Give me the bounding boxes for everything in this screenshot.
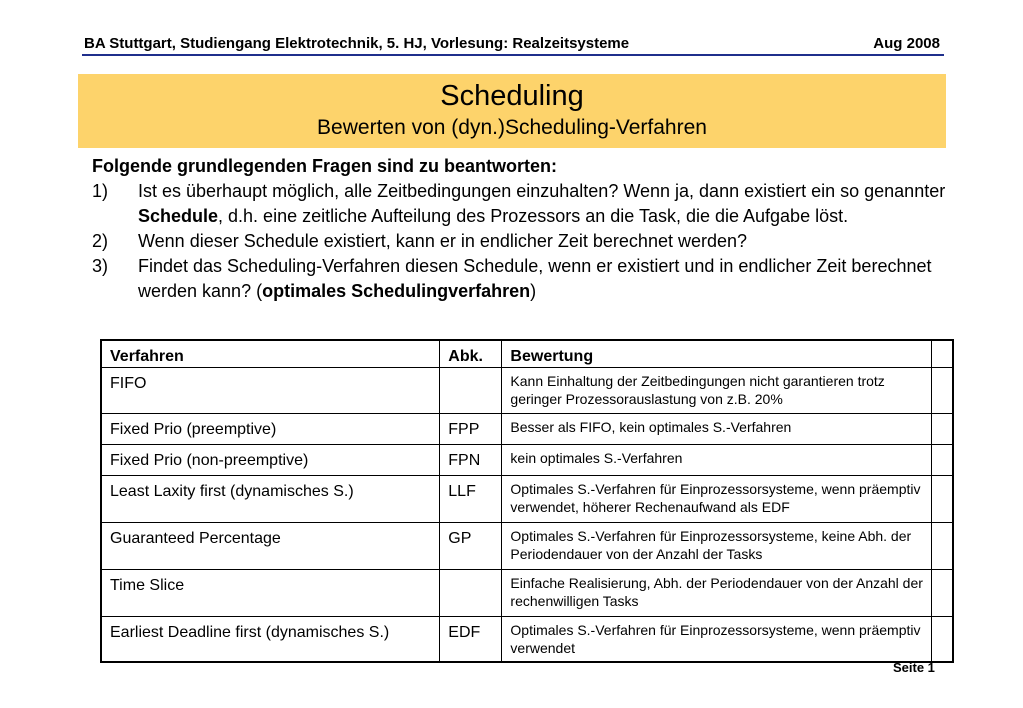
cell-bewertung: Einfache Realisierung, Abh. der Periodendauer von der Anzahl der rechenwilligen Tasks	[502, 570, 932, 617]
evaluation-table	[100, 339, 954, 663]
header-date: Aug 2008	[873, 35, 940, 52]
question-item	[92, 179, 952, 229]
cell-bewertung: Kann Einhaltung der Zeitbedingungen nicht garantieren trotz geringer Prozessorauslastung von z.B. 20%	[502, 368, 932, 414]
question-text: Findet das Scheduling-Verfahren diesen Schedule, wenn er existiert und in endlicher Zeit berechnet werden kann? (	[138, 256, 932, 301]
question-text: Wenn dieser Schedule existiert, kann er in endlicher Zeit berechnet werden?	[138, 231, 748, 251]
cell-bewertung: Besser als FIFO, kein optimales S.-Verfahren	[502, 414, 932, 445]
table-row	[101, 523, 953, 570]
cell-abk: GP	[440, 523, 502, 570]
title-box	[78, 74, 946, 148]
slide-header	[82, 34, 944, 54]
cell-verfahren: Fixed Prio (preemptive)	[101, 414, 440, 445]
question-list	[92, 179, 952, 304]
cell-abk: FPN	[440, 445, 502, 476]
page-number: Seite 1	[893, 660, 935, 675]
table-row	[101, 476, 953, 523]
cell-extra	[932, 617, 953, 662]
cell-verfahren: Least Laxity first (dynamisches S.)	[101, 476, 440, 523]
question-item	[92, 229, 952, 254]
table-header-row	[101, 340, 953, 368]
cell-extra	[932, 368, 953, 414]
cell-abk	[440, 368, 502, 414]
cell-abk: LLF	[440, 476, 502, 523]
cell-extra	[932, 445, 953, 476]
cell-bewertung: Optimales S.-Verfahren für Einprozessorsysteme, wenn präemptiv verwendet	[502, 617, 932, 662]
slide-subtitle: Bewerten von (dyn.)Scheduling-Verfahren	[317, 116, 707, 139]
cell-extra	[932, 570, 953, 617]
table-row	[101, 570, 953, 617]
cell-verfahren: Guaranteed Percentage	[101, 523, 440, 570]
cell-bewertung: Optimales S.-Verfahren für Einprozessorsysteme, keine Abh. der Periodendauer von der Anzahl der Tasks	[502, 523, 932, 570]
question-text-end: , d.h. eine zeitliche Aufteilung des Prozessors an die Task, die die Aufgabe löst.	[218, 206, 849, 226]
table-row	[101, 445, 953, 476]
header-extra	[932, 340, 953, 368]
table-row	[101, 617, 953, 662]
cell-abk: EDF	[440, 617, 502, 662]
header-abk: Abk.	[440, 340, 502, 368]
cell-verfahren: FIFO	[101, 368, 440, 414]
header-divider	[82, 54, 944, 56]
cell-verfahren: Earliest Deadline first (dynamisches S.)	[101, 617, 440, 662]
question-bold-term: optimales Schedulingverfahren	[262, 281, 531, 301]
cell-bewertung: Optimales S.-Verfahren für Einprozessorsysteme, wenn präemptiv verwendet, höherer Rechenaufwand als EDF	[502, 476, 932, 523]
course-title: BA Stuttgart, Studiengang Elektrotechnik, 5. HJ, Vorlesung: Realzeitsysteme	[84, 35, 630, 52]
table-row	[101, 414, 953, 445]
intro-text: Folgende grundlegenden Fragen sind zu beantworten:	[92, 156, 558, 176]
cell-extra	[932, 414, 953, 445]
question-bold-term: Schedule	[138, 206, 219, 226]
slide-title: Scheduling	[440, 80, 584, 112]
header-bewertung: Bewertung	[502, 340, 932, 368]
cell-abk: FPP	[440, 414, 502, 445]
table-row	[101, 368, 953, 414]
cell-extra	[932, 523, 953, 570]
questions-section	[92, 154, 952, 304]
question-text-end: )	[530, 281, 537, 301]
question-item	[92, 254, 952, 304]
question-number: 1)	[92, 181, 109, 201]
cell-verfahren: Time Slice	[101, 570, 440, 617]
cell-bewertung: kein optimales S.-Verfahren	[502, 445, 932, 476]
cell-abk	[440, 570, 502, 617]
question-number: 3)	[92, 256, 109, 276]
question-number: 2)	[92, 231, 109, 251]
header-verfahren: Verfahren	[101, 340, 440, 368]
cell-verfahren: Fixed Prio (non-preemptive)	[101, 445, 440, 476]
cell-extra	[932, 476, 953, 523]
question-text: Ist es überhaupt möglich, alle Zeitbedingungen einzuhalten? Wenn ja, dann existiert ein so genannter	[138, 181, 946, 201]
